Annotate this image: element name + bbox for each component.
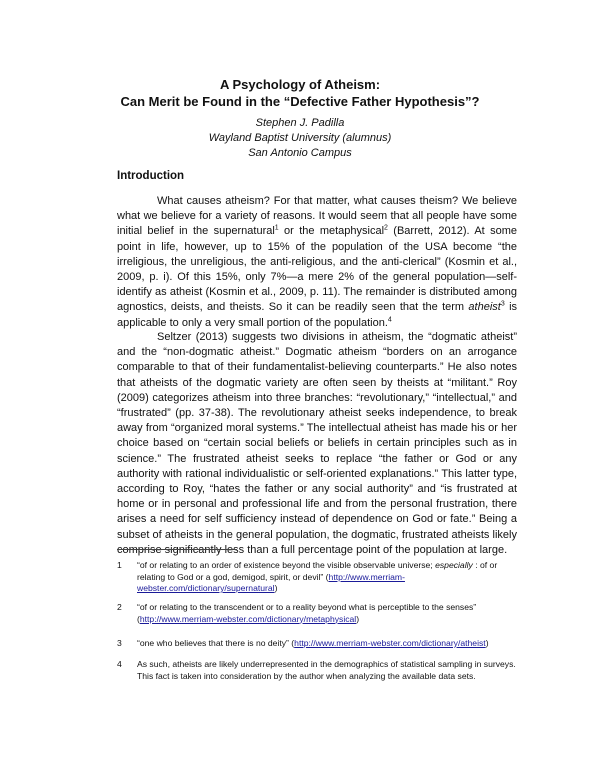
title-line-1: A Psychology of Atheism:	[219, 77, 381, 92]
paragraph-2: Seltzer (2013) suggests two divisions in atheism, the “dogmatic atheist” and the “non-dogmatic atheist.” Dogmatic atheism “borders on an arrogance comparable to that of their fundamentalist-believing counterparts.” He also notes that atheists of the dogmatic variety are often seen by theists at “militant.” Roy (2009) categorizes atheism into three branches: “revolutionary,” “intellectual,” and “frustrated” (pp. 37-38). The revolutionary atheist seeks independence, to break away from “organized moral systems.” The intellectual atheist has made his or her choice based on “certain social beliefs or beliefs in certain principles such as in science.” The frustrated atheist seeks to replace “the father or God or any authority with rational individualistic or self-oriented explanations.” This latter type, according to Roy, “hates the father or any social authority” and “is frustrated at home or in personal and professional life and from the personal frustration, there arises a need for self sufficiency instead of dependence on God or fate.” Being a subset of atheists in the general population, the dogmatic, frustrated atheists likely comprise significantly less than a full percentage point of the population at large.	[117, 331, 517, 556]
footnote-link[interactable]: http://www.merriam-webster.com/dictionary/supernatural	[137, 571, 405, 594]
p1-sentence-4: is applicable to only a very small portion of the population.	[117, 301, 518, 329]
footnote-text: )	[356, 613, 360, 624]
footnote-link[interactable]: http://www.merriam-webster.com/dictionary/metaphysical	[139, 613, 357, 624]
author-affiliation: Wayland Baptist University (alumnus)	[208, 132, 392, 144]
footnote-divider	[117, 549, 237, 550]
footnote-text: )	[485, 638, 489, 648]
p1-sentence-3: (Barrett, 2012). At some point in life, however, up to 15% of the population of the USA become “the irreligious, the unreligious, the anti-religious, and the anti-clerical” (Kosmin et al., 2009, p. i). Of this 15%, only 7%—a mere 2% of the general population—self-identify as atheist (Kosmin et al., 2009, p. 11). The remainder is distributed among agnostics, deists, and theists. So it can be readily seen that the term	[117, 225, 517, 314]
footnote-ref-2[interactable]: 2	[384, 224, 388, 232]
footnote-link[interactable]: http://www.merriam-webster.com/dictionary/atheist	[294, 638, 486, 648]
footnote-ref-3[interactable]: 3	[500, 300, 505, 308]
footnote-number: 1	[117, 560, 122, 570]
author-name: Stephen J. Padilla	[255, 117, 345, 129]
footnote-text: : of or relating to God or a god, demigod, spirit, or devil” (	[137, 560, 498, 582]
section-heading: Introduction	[117, 170, 185, 182]
footnote-3	[117, 638, 517, 650]
footnote-number: 2	[117, 602, 122, 612]
footnote-number: 4	[117, 659, 122, 669]
footnote-text: )	[274, 583, 278, 594]
title-line-2: Can Merit be Found in the “Defective Father Hypothesis”?	[120, 94, 480, 109]
footnote-2	[117, 602, 517, 625]
footnote-number: 3	[117, 638, 122, 648]
footnote-ref-4[interactable]: 4	[387, 315, 392, 323]
footnote-text: As such, atheists are likely underrepresented in the demographics of statistical sampling in surveys. This fact is taken into consideration by the author when analyzing the available data sets.	[137, 659, 516, 681]
footnote-4	[117, 659, 517, 682]
footnote-1	[117, 560, 517, 595]
p1-sentence-1: What causes atheism? For that matter, what causes theism? We believe what we believe for a variety of reasons. It would seem that all people have some initial belief in the supernatural	[117, 195, 517, 238]
p1-term: atheist	[468, 301, 501, 314]
footnote-text: “one who believes that there is no deity” (	[137, 638, 295, 648]
footnote-ref-1[interactable]: 1	[274, 224, 279, 232]
paragraph-1	[117, 194, 517, 331]
p1-sentence-2: or the metaphysical	[278, 225, 385, 238]
footnote-emphasis: especially	[435, 560, 473, 570]
footnote-text: “of or relating to the transcendent or to a reality beyond what is perceptible to the senses” (	[137, 602, 477, 624]
footnote-text: “of or relating to an order of existence beyond the visible observable universe;	[137, 560, 436, 570]
author-campus: San Antonio Campus	[248, 147, 352, 159]
